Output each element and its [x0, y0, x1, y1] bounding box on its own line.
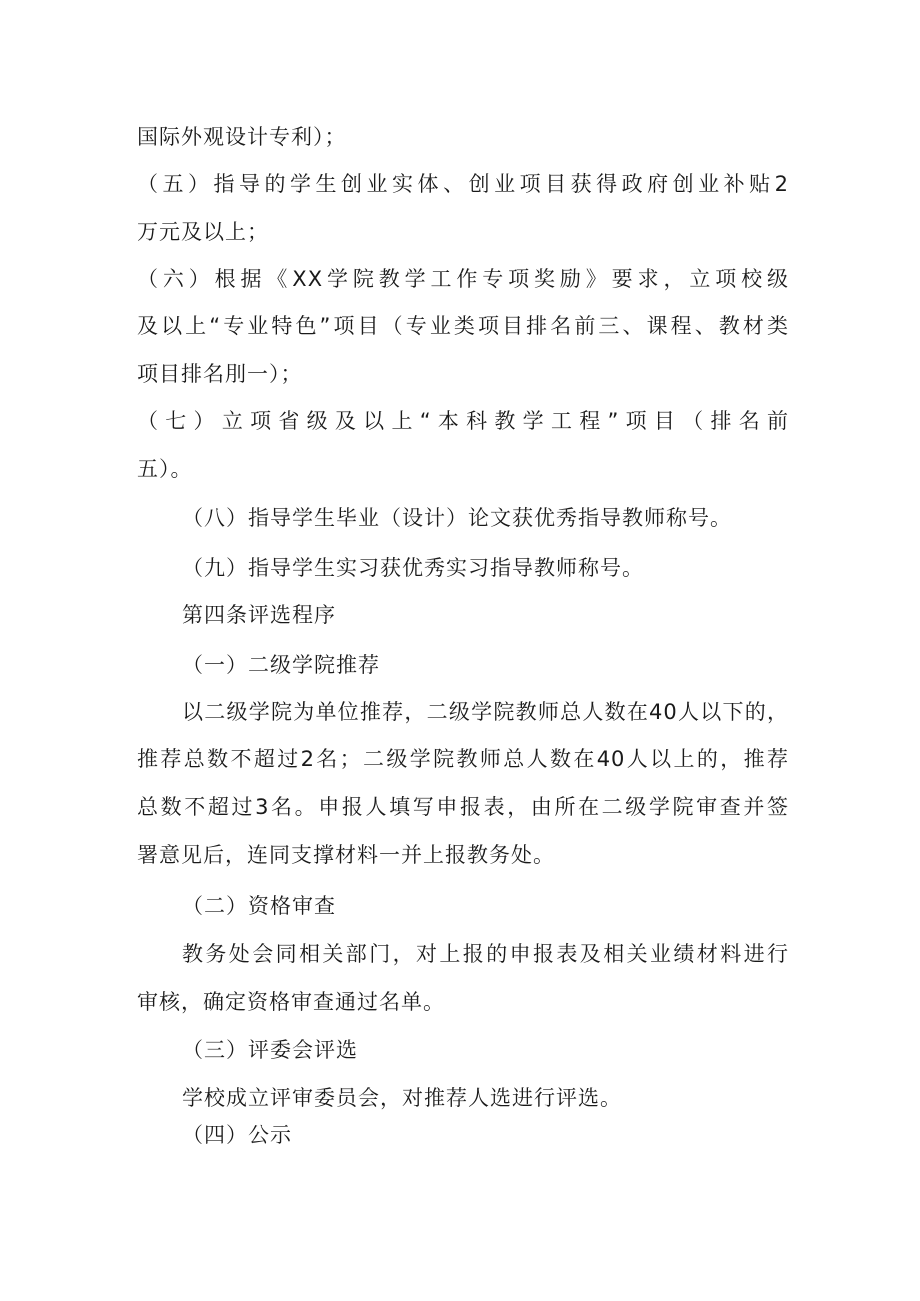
- text-line: 审核，确定资格审查通过名单。: [137, 990, 445, 1014]
- text-line: 以二级学院为单位推荐，二级学院教师总人数在40人以下的，: [182, 700, 789, 724]
- text-line: （八）指导学生毕业（设计）论文获优秀指导教师称号。: [182, 506, 732, 530]
- text-line: 国际外观设计专利）；: [137, 125, 347, 149]
- text-line: 总数不超过3名。申报人填写申报表，由所在二级学院审查并签: [137, 795, 789, 819]
- subsection-heading: （二）资格审查: [182, 894, 336, 918]
- text-line: 学校成立评审委员会，对推荐人选进行评选。: [182, 1086, 622, 1110]
- text-line: 署意见后，连同支撑材料一并上报教务处。: [137, 843, 555, 867]
- text-line: 推荐总数不超过2名；二级学院教师总人数在40人以上的，推荐: [137, 747, 789, 771]
- section-heading: 第四条评选程序: [182, 603, 336, 627]
- text-line: （九）指导学生实习获优秀实习指导教师称号。: [182, 556, 644, 580]
- text-line: 五）。: [137, 457, 193, 481]
- text-line: 及以上“专业特色”项目（专业类项目排名前三、课程、教材类: [137, 314, 789, 338]
- text-line: （五）指导的学生创业实体、创业项目获得政府创业补贴2: [137, 172, 789, 196]
- subsection-heading: （一）二级学院推荐: [182, 653, 380, 677]
- subsection-heading: （三）评委会评选: [182, 1038, 358, 1062]
- text-line: （七）立项省级及以上“本科教学工程”项目（排名前: [137, 409, 789, 433]
- text-line: （六）根据《XX学院教学工作专项奖励》要求，立项校级: [137, 267, 789, 291]
- text-line: 项目排名刖一）；: [137, 362, 303, 386]
- subsection-heading: （四）公示: [182, 1123, 292, 1147]
- text-line: 教务处会同相关部门，对上报的申报表及相关业绩材料进行: [182, 942, 789, 966]
- text-line: 万元及以上；: [137, 220, 269, 244]
